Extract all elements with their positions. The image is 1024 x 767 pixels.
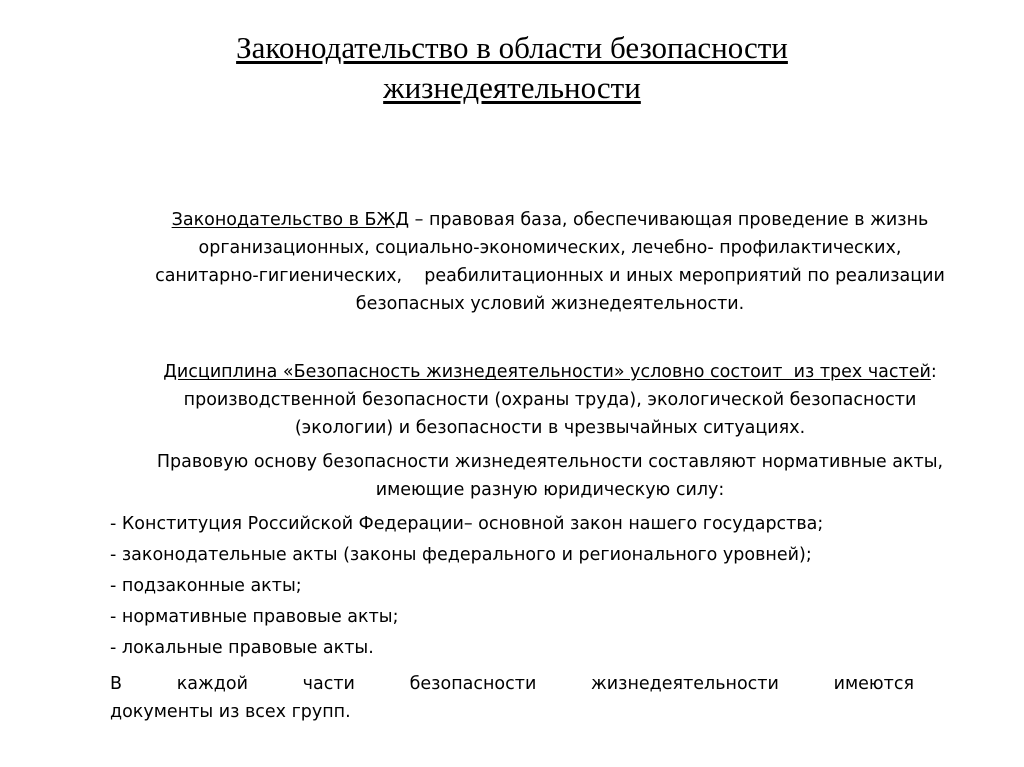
closing-line-1: В каждой части безопасности жизнедеятельности имеются: [110, 674, 914, 694]
definition-paragraph: [100, 206, 1000, 318]
slide-title: [0, 28, 1024, 108]
slide-title-line-1: Законодательство в области безопасности: [236, 30, 788, 65]
legal-basis-paragraph: [100, 448, 1000, 504]
discipline-paragraph: [100, 358, 1000, 442]
list-item: - локальные правовые акты.: [110, 638, 374, 658]
closing-line-2: документы из всех групп.: [110, 702, 351, 722]
discipline-line-1: [100, 358, 1000, 386]
discipline-line-3: (экологии) и безопасности в чрезвычайных ситуациях.: [294, 418, 806, 438]
definition-line-1-rest: – правовая база, обеспечивающая проведение в жизнь: [409, 210, 929, 230]
definition-line-2: организационных, социально-экономических, лечебно- профилактических,: [198, 238, 902, 258]
list-item: - нормативные правовые акты;: [110, 607, 399, 627]
definition-line-1: [100, 206, 1000, 234]
legal-basis-line-1: Правовую основу безопасности жизнедеятельности составляют нормативные акты,: [156, 452, 944, 472]
discipline-line-1-rest: :: [930, 362, 937, 382]
definition-term: Законодательство в БЖД: [171, 210, 410, 230]
definition-line-4: безопасных условий жизнедеятельности.: [355, 294, 745, 314]
slide-title-line-2: жизнедеятельности: [383, 70, 641, 105]
list-item: - подзаконные акты;: [110, 576, 302, 596]
definition-line-3: санитарно-гигиенических, реабилитационных и иных мероприятий по реализации: [155, 266, 945, 286]
legal-basis-line-2: имеющие разную юридическую силу:: [375, 480, 725, 500]
discipline-underlined: Дисциплина «Безопасность жизнедеятельности» условно состоит из трех частей: [163, 362, 931, 382]
discipline-line-2: производственной безопасности (охраны труда), экологической безопасности: [183, 390, 917, 410]
list-item: - законодательные акты (законы федерального и регионального уровней);: [110, 545, 812, 565]
list-item: - Конституция Российской Федерации– основной закон нашего государства;: [110, 514, 824, 534]
